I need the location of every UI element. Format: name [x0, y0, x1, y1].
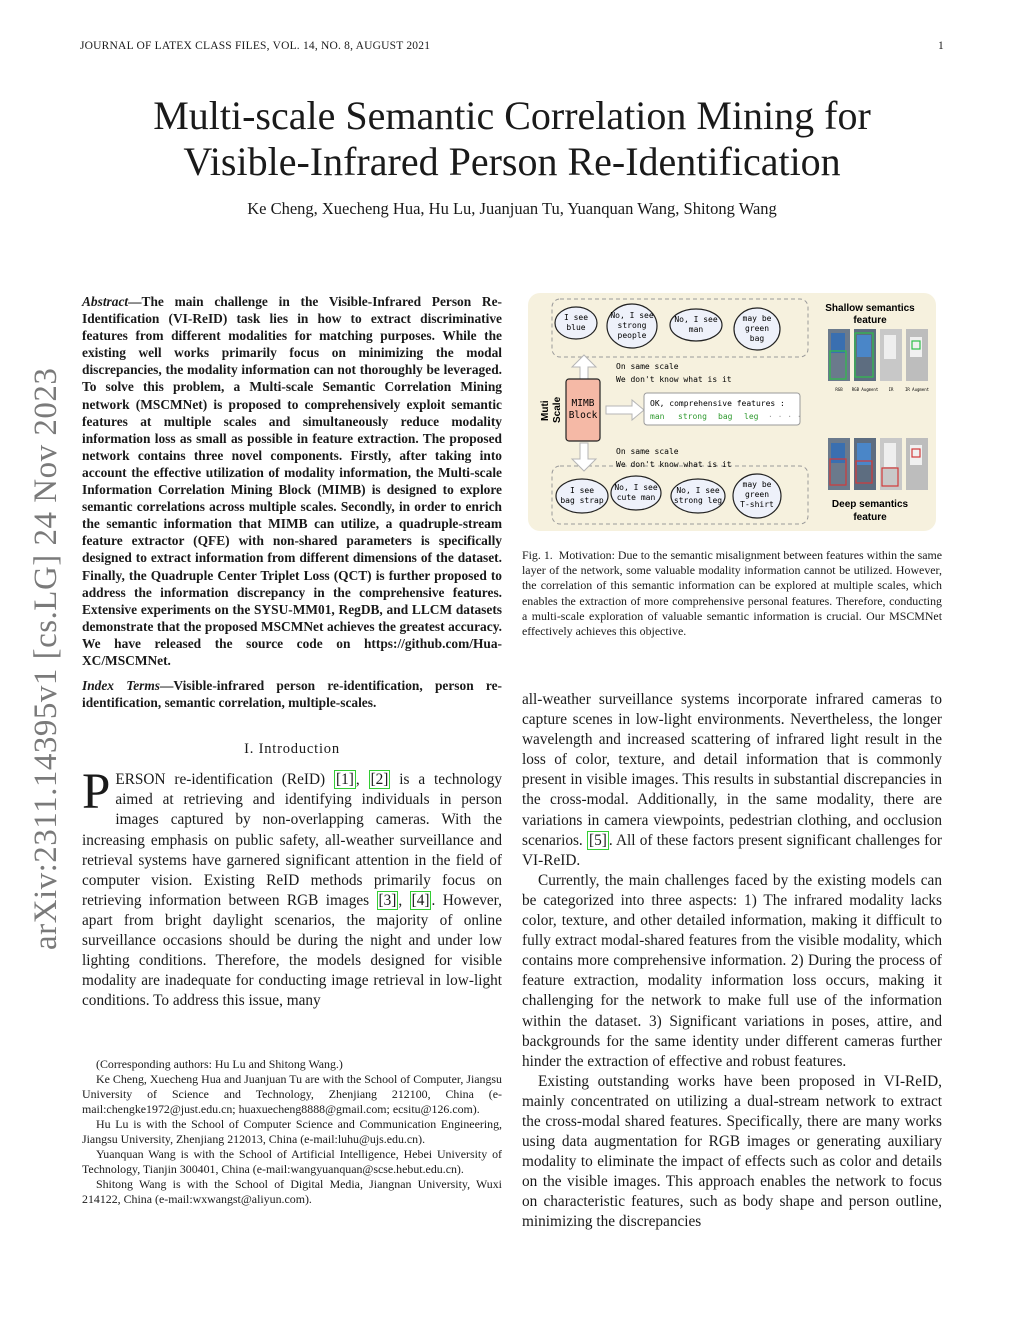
drop-cap: P [82, 764, 111, 821]
bubble-text: bag strap [560, 496, 604, 505]
panel-label: IR Augment [904, 387, 930, 392]
thought-bubble [555, 307, 597, 339]
citation-link[interactable]: [3] [378, 891, 397, 909]
figure-caption [522, 548, 942, 639]
caption-label: Fig. 1. [522, 548, 553, 562]
title-line-1: Multi-scale Semantic Correlation Mining for [153, 93, 871, 138]
abstract-text: —The main challenge in the Visible-Infrared Person Re-Identification (VI-ReID) task lies in how to extract discriminative features from different modalities for matching purposes. While the existing well works primarily focus on minimizing the modal discrepancies, the modality information can not thoroughly be leveraged. To solve this problem, a Multi-scale Semantic Correlation Mining network (MSCMNet) is proposed to comprehensively exploit semantic features at multiple scales and simultaneously reduce modality information loss as small as possible in feature extraction. The proposed network contains three novel components. Firstly, after taking into account the effective utilization of modality information, the Multi-scale Information Correlation Mining Block (MIMB) is designed to explore semantic correlations across multiple scales. Secondly, in order to enrich the semantic information that MIMB can utilize, a quadruple-stream feature extractor (QFE) with non-shared parameters is specifically designed to extract information from different dimensions of the dataset. Finally, the Quadruple Center Triplet Loss (QCT) is further proposed to address the information discrepancy in the comprehensive features. Extensive experiments on the SYSU-MM01, RegDB, and LLCM datasets demonstrate that the proposed MSCMNet achieves the greatest accuracy. We have released the source code on https://github.com/Hua-XC/MSCMNet. [82, 294, 502, 668]
panel-label: RGB Augment [851, 387, 879, 392]
intro-text: . However, apart from bright daylight scenarios, the majority of online surveillance occasions should be during the night and under low lighting conditions. Therefore, the models designed for visible modality are inadequate for conducting image retrieval in low-light conditions. To address this issue, many [82, 891, 502, 1010]
panel-label: IR [888, 387, 894, 392]
bubble-text: I see [569, 486, 595, 495]
person-image-panels-bottom [828, 438, 928, 490]
deep-label: feature [853, 512, 887, 523]
mimb-label: MIMB [571, 398, 595, 409]
result-label: OK, comprehensive features : [650, 399, 785, 408]
side-label: Muti [540, 400, 551, 421]
figure-note: We don't know what is it [616, 460, 732, 469]
author-list: Ke Cheng, Xuecheng Hua, Hu Lu, Juanjuan Tu, Yuanquan Wang, Shitong Wang [247, 199, 777, 218]
bubble-text: blue [566, 323, 586, 332]
footnotes [82, 1057, 502, 1207]
paragraph-text: all-weather surveillance systems incorporate infrared cameras to capture scenes in low-light environments. Nevertheless, the longer wavelength and increased scattering of infrared light result in the loss of color, texture, and detail information that is commonly present in visible images. This results in substantial discrepancies in the cross-modal. Additionally, in the same modality, there are variations in camera viewpoints, pedestrian clothing, and occlusion scenarios. [522, 691, 942, 849]
paragraph-text: . All of these factors present significant challenges for VI-ReID. [522, 831, 942, 869]
bubble-text: strong leg [673, 496, 723, 505]
footnote: (Corresponding authors: Hu Lu and Shitong Wang.) [96, 1057, 343, 1071]
arrow-right-icon [606, 400, 644, 420]
intro-lead: ERSON re-identification (ReID) [115, 771, 335, 789]
thought-bubble [734, 308, 780, 350]
paragraph [522, 690, 942, 871]
thought-bubble [671, 479, 725, 513]
shallow-label: Shallow semantics [825, 303, 915, 314]
bubble-text: No, I see [610, 311, 654, 320]
journal-name: JOURNAL OF LATEX CLASS FILES, VOL. 14, NO. 8, AUGUST 2021 [80, 40, 431, 52]
index-terms [82, 677, 502, 711]
shallow-label: feature [853, 315, 887, 326]
bubble-text: No, I see [674, 315, 718, 324]
figure-note: On same scale [616, 362, 679, 371]
result-word: man [650, 412, 665, 421]
deep-label: Deep semantics [831, 499, 909, 510]
bubble-text: man [688, 325, 704, 334]
footnote: Ke Cheng, Xuecheng Hua and Juanjuan Tu are with the School of Computer, Jiangsu University of Science and Technology, Zhenjiang 212100, China (e-mail:chengke1972@just.edu.cn; huaxuecheng8888@gmail.com; ecsitu@126.com). [82, 1072, 502, 1116]
index-terms-text: —Visible-infrared person re-identification, person re-identification, semantic correlation, multiple-scales. [82, 678, 503, 711]
running-head [80, 40, 944, 52]
paper-title [60, 93, 964, 185]
citation-link[interactable]: [4] [411, 891, 430, 909]
bubble-text: strong [617, 321, 647, 330]
bubble-text: cute man [616, 493, 656, 502]
page-number: 1 [938, 40, 944, 52]
panel-label: RGB [835, 387, 843, 392]
bubble-text: T-shirt [740, 500, 774, 509]
title-line-2: Visible-Infrared Person Re-Identification [183, 139, 841, 184]
bubble-text: No, I see [614, 483, 658, 492]
citation-link[interactable]: [5] [588, 831, 607, 849]
bubble-text: I see [563, 313, 589, 322]
citation-separator: , [398, 891, 410, 909]
bubble-text: may be [742, 480, 772, 489]
footnote: Hu Lu is with the School of Computer Science and Communication Engineering, Jiangsu University, Zhenjiang 212013, China (e-mail:luhu@ujs.edu.cn). [82, 1117, 502, 1146]
index-terms-label: Index Terms [82, 678, 160, 694]
thought-bubble [611, 476, 661, 510]
citation-link[interactable]: [2] [370, 771, 389, 789]
result-word: leg [744, 412, 759, 421]
right-column [522, 690, 942, 1233]
arxiv-stamp: arXiv:2311.14395v1 [cs.LG] 24 Nov 2023 [28, 367, 64, 950]
paragraph: Currently, the main challenges faced by the existing models can be categorized into three aspects: 1) The infrared modality lacks color, texture, and other detailed information, making it difficult to fully extract modal-shared features from the visible modality, which contains more comprehensive information. 2) During the process of feature extraction, modality information loss occurs, making it challenging for the network to make full use of the information within the dataset. 3) Significant variations in poses, attire, and backgrounds for the same identity under different cameras further hinder the extraction of effective and robust features. [522, 871, 942, 1070]
mimb-label: Block [568, 410, 598, 421]
thought-bubble [733, 474, 781, 518]
abstract-label: Abstract [82, 294, 129, 309]
citation-link[interactable]: [1] [336, 771, 354, 789]
result-word: bag [718, 412, 733, 421]
arrow-down-icon [572, 443, 596, 471]
result-word: strong [678, 412, 707, 421]
figure-note: On same scale [616, 447, 679, 456]
section-heading-introduction: I. Introduction [244, 741, 340, 758]
footnote: Shitong Wang is with the School of Digital Media, Jiangnan University, Wuxi 214122, China (e-mail:wxwangst@aliyun.com). [82, 1177, 502, 1206]
motivation-diagram [528, 293, 936, 531]
bubble-text: green [744, 324, 770, 333]
footnote: Yuanquan Wang is with the School of Artificial Intelligence, Hebei University of Technology, Tianjin 300401, China (e-mail:wangyuanquan@scse.hebut.edu.cn). [82, 1147, 502, 1176]
figure-1 [528, 293, 936, 531]
thought-bubble [556, 479, 608, 513]
intro-paragraph [82, 764, 502, 1011]
intro-text: is a technology aimed at retrieving and identifying individuals in person images captured by non-overlapping cameras. With the increasing emphasis on public safety, all-weather surveillance and retrieval systems have garnered significant attention in the field of computer vision. Existing ReID methods primarily focus on retrieving information between RGB images [82, 771, 502, 909]
left-column [82, 293, 502, 1011]
figure-note: We don't know what is it [616, 375, 732, 384]
bubble-text: may be [742, 314, 772, 323]
citation-separator: , [355, 771, 369, 789]
bubble-text: No, I see [676, 486, 720, 495]
paragraph: Existing outstanding works have been proposed in VI-ReID, mainly concentrated on utilizing a dual-stream network to extract the cross-modal shared features. Specifically, there are many works using data augmentation for RGB images or generating auxiliary modality to eliminate the impact of effects such as color and details on the visible images. This approach enables the network to focus on characteristic features, such as body shape and person outline, minimizing the discrepancies [522, 1072, 942, 1231]
bubble-text: bag [749, 334, 765, 343]
thought-bubble [670, 309, 722, 341]
person-image-panels-top [828, 329, 930, 392]
abstract [82, 293, 502, 669]
thought-bubble [607, 304, 657, 348]
result-word: · · · · [768, 412, 802, 421]
bubble-text: people [617, 331, 647, 340]
bubble-text: green [744, 490, 770, 499]
caption-text: Motivation: Due to the semantic misalignment between features within the same layer of the network, some valuable modality information cannot be utilized. However, the correlation of this semantic information can be explored at multiple scales, which enables the extraction of more comprehensive personal features. Therefore, conducting a multi-scale exploration of valuable semantic information is crucial. Our MSCMNet effectively achieves this objective. [522, 548, 942, 639]
side-label: Scale [552, 396, 563, 423]
